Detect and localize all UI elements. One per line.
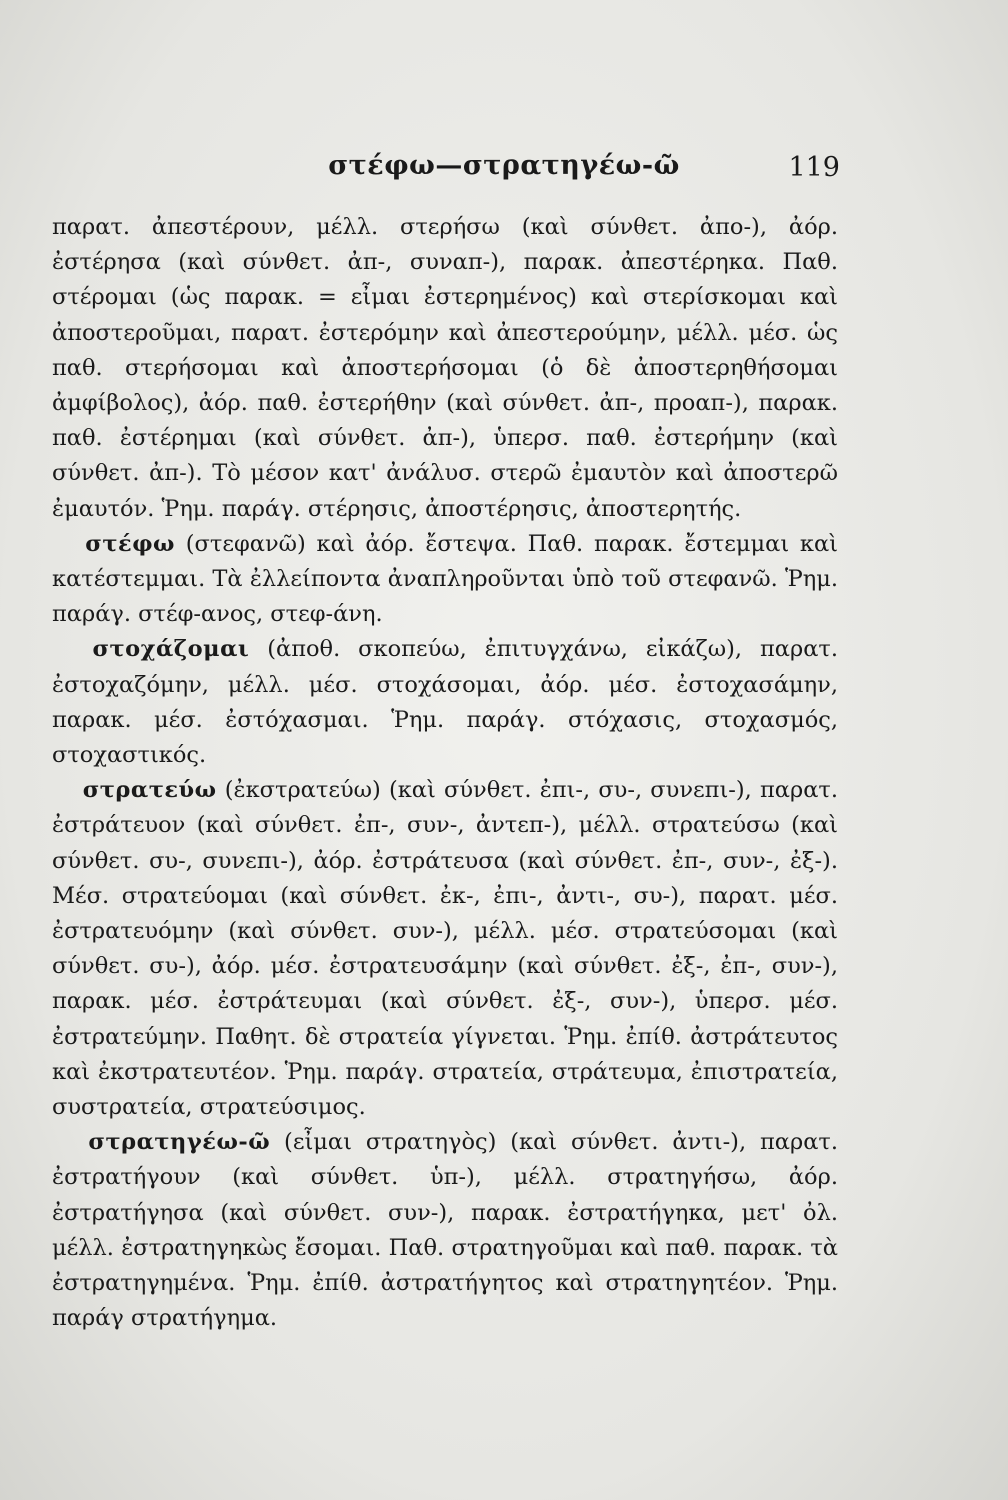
entry-lemma: στρατεύω xyxy=(82,777,217,804)
entry-text: (εἶμαι στρατηγὸς) (καὶ σύνθετ. ἀντι-), παρατ. ἐστρατήγουν (καὶ σύνθετ. ὑπ-), μέλλ. στρατηγήσω, ἀόρ. ἐστρατήγησα (καὶ σύνθετ. συν-), παρακ. ἐστρατήγηκα, μετ' ὀλ. μέλλ. ἐστρατηγηκὼς ἔσομαι. Παθ. στρατηγοῦμαι καὶ παθ. παρακ. τὰ ἐστρατηγημένα. Ῥημ. ἐπίθ. ἀστρατήγητος καὶ στρατηγητέον. Ῥημ. παράγ στρατήγημα. xyxy=(52,1129,838,1332)
entry-stochazomai xyxy=(52,632,838,773)
entry-lemma: στέφω xyxy=(85,530,175,557)
entry-lemma: στρατηγέω-ῶ xyxy=(88,1129,271,1156)
page-header xyxy=(0,150,1008,190)
running-head: στέφω—στρατηγέω-ῶ xyxy=(328,150,680,181)
entry-strategeo xyxy=(52,1125,838,1336)
page-number: 119 xyxy=(788,152,840,183)
entry-stepho xyxy=(52,527,838,633)
entry-paragraph xyxy=(52,632,838,773)
entry-text: παρατ. ἀπεστέρουν, μέλλ. στερήσω (καὶ σύνθετ. ἀπο-), ἀόρ. ἐστέρησα (καὶ σύνθετ. ἀπ-, συναπ-), παρακ. ἀπεστέρηκα. Παθ. στέρομαι (ὡς παρακ. = εἶμαι ἐστερημένος) καὶ στερίσκομαι καὶ ἀποστεροῦμαι, παρατ. ἐστερόμην καὶ ἀπεστερούμην, μέλλ. μέσ. ὡς παθ. στερήσομαι καὶ ἀποστερήσομαι (ὁ δὲ ἀποστερηθήσομαι ἀμφίβολος), ἀόρ. παθ. ἐστερήθην (καὶ σύνθετ. ἀπ-, προαπ-), παρακ. παθ. ἐστέρημαι (καὶ σύνθετ. ἀπ-), ὑπερσ. παθ. ἐστερήμην (καὶ σύνθετ. ἀπ-). Τὸ μέσον κατ' ἀνάλυσ. στερῶ ἐμαυτὸν καὶ ἀποστερῶ ἐμαυτόν. Ῥημ. παράγ. στέρησις, ἀποστέρησις, ἀποστερητής. xyxy=(52,214,838,522)
entry-continuation xyxy=(52,210,838,527)
entry-paragraph xyxy=(52,1125,838,1336)
entry-paragraph xyxy=(52,527,838,633)
entry-lemma: στοχάζομαι xyxy=(92,636,250,663)
entry-paragraph xyxy=(52,773,838,1125)
entry-strateuo xyxy=(52,773,838,1125)
entry-text: (ἀποθ. σκοπεύω, ἐπιτυγχάνω, εἰκάζω), παρατ. ἐστοχαζόμην, μέλλ. μέσ. στοχάσομαι, ἀόρ. μέσ. ἐστοχασάμην, παρακ. μέσ. ἐστόχασμαι. Ῥημ. παράγ. στόχασις, στοχασμός, στοχαστικός. xyxy=(52,636,839,769)
dictionary-body xyxy=(52,210,838,1337)
entry-paragraph xyxy=(52,210,838,527)
entry-text: (ἐκστρατεύω) (καὶ σύνθετ. ἐπι-, συ-, συνεπι-), παρατ. ἐστράτευον (καὶ σύνθετ. ἐπ-, συν-, ἀντεπ-), μέλλ. στρατεύσω (καὶ σύνθετ. συ-, συνεπι-), ἀόρ. ἐστράτευσα (καὶ σύνθετ. ἐπ-, συν-, ἐξ-). Μέσ. στρατεύομαι (καὶ σύνθετ. ἐκ-, ἐπι-, ἀντι-, συ-), παρατ. μέσ. ἐστρατευόμην (καὶ σύνθετ. συν-), μέλλ. μέσ. στρατεύσομαι (καὶ σύνθετ. συ-), ἀόρ. μέσ. ἐστρατευσάμην (καὶ σύνθετ. ἐξ-, ἐπ-, συν-), παρακ. μέσ. ἐστράτευμαι (καὶ σύνθετ. ἐξ-, συν-), ὑπερσ. μέσ. ἐστρατεύμην. Παθητ. δὲ στρατεία γίγνεται. Ῥημ. ἐπίθ. ἀστράτευτος καὶ ἐκστρατευτέον. Ῥημ. παράγ. στρατεία, στράτευμα, ἐπιστρατεία, συστρατεία, στρατεύσιμος. xyxy=(52,777,838,1121)
entry-text: (στεφανῶ) καὶ ἀόρ. ἔστεψα. Παθ. παρακ. ἔστεμμαι καὶ κατέστεμμαι. Τὰ ἐλλείποντα ἀναπληροῦνται ὑπὸ τοῦ στεφανῶ. Ῥημ. παράγ. στέφ-ανος, στεφ-άνη. xyxy=(52,530,839,628)
